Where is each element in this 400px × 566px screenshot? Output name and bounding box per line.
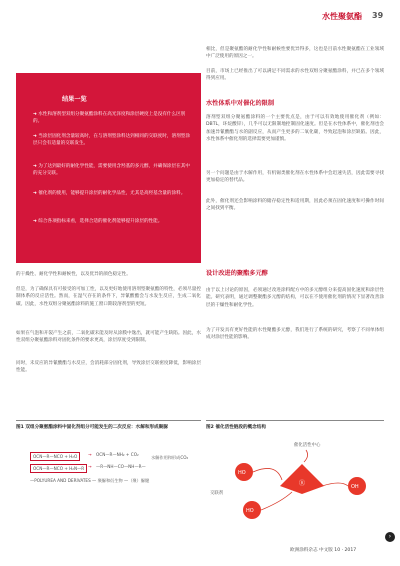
figure2-caption: 图2 催化活性链段的概念结构 xyxy=(206,425,266,430)
summary-title: 结果一览 xyxy=(62,96,87,103)
reaction-eq3: —POLYUREA AND DERIVATES — 聚脲和衍生物 —（聚）脲键 xyxy=(30,478,150,483)
right-paragraph: 另一个问题是由于水解作用，有机锡类催化剂在水性体系中会迅速失活，因此需要寻找更加稳定的替代品。 xyxy=(206,171,384,184)
right-paragraph: 溶剂型双组分聚氨酯涂料的一个主要优点是，由于可以有效地使用催化剂（例如：DBTL，环烷酸锌），几乎可以无限制地控制固化速度。但是在水性体系中，催化剂也会加速异氰酸酯与水的副反应，从而产生更多的二氧化碳，导致起泡和涂层缺陷。因此，水性体系中催化剂的选择需要更加谨慎。 xyxy=(206,115,384,143)
summary-item: ➜ 水性和溶剂型双组分聚氨酯涂料在高光泽度和涂层硬度上是没有什么区别的。 xyxy=(33,112,186,125)
node-right-label: OH xyxy=(351,484,359,490)
summary-item: ➜ 为了达到最好的耐化学性能，需要使用含羟基的多元醇，并确保涂层在其中的充分交联。 xyxy=(33,164,190,177)
page-number: 39 xyxy=(372,11,384,20)
left-paragraph: 同时，未反应的异氰酸酯与水反应，会消耗部分固化剂，导致涂层交联密度降低，影响涂层性能。 xyxy=(16,361,201,374)
reaction-eq1-left: OCN—R—NCO + H₂O xyxy=(30,452,80,461)
left-paragraph: 的干燥性、耐化学性和耐候性，以及优异的颜色稳定性。 xyxy=(16,272,131,277)
reaction-eq1-right: OCN—R—NH₂ + CO₂ xyxy=(96,452,139,457)
figure-rule xyxy=(16,420,201,421)
right-paragraph: 此外，催化剂还会影响涂料的储存稳定性和适用期，因此必须在固化速度和可操作时间之间找到平衡。 xyxy=(206,199,384,212)
label-catalytic-center: 催化活性中心 xyxy=(294,443,321,448)
reaction-eq2-left: OCN—R—NCO + H₂N—R xyxy=(30,464,87,473)
section-heading: 水性体系中对催化的限制 xyxy=(206,100,275,107)
left-paragraph: 如果在气泡和开裂产生之前，二氧化碳未能及时从涂膜中逸出，就可能产生缺陷。因此，水性双组分聚氨酯涂料对固化条件的要求更高，涂层厚度受到限制。 xyxy=(16,331,201,344)
reaction-eq2-right: —R—NH—CO—NH—R— xyxy=(96,464,146,469)
right-paragraph: 由于以上讨论的原因，必须通过改进涂料配方中的多元醇组分来提高固化速度和涂层性能。研究表明，通过调整聚酯多元醇的结构，可以在不使用催化剂的情况下显著改善涂层的干燥性和耐化学性。 xyxy=(206,288,384,308)
reaction-arrow: → xyxy=(88,464,92,469)
right-paragraph: 目前，市场上已经推出了可以满足不同需求的水性双组分聚氨酯涂料，并已在多个领域得到应用。 xyxy=(206,69,384,82)
footer-journal: 欧洲涂料杂志 中文版 10 · 2017 xyxy=(290,548,357,553)
reaction-note: 水解作用和形成CO₂ xyxy=(151,455,189,460)
summary-item: ➜ 催化剂的使用，能够提升涂层的耐化学品性，尤其是高羟基含量的涂料。 xyxy=(33,191,186,196)
arrow-right xyxy=(322,483,348,486)
figure2-diagram xyxy=(206,432,384,527)
figure1-caption: 图1 双组分聚氨酯涂料中固化剂组分可能发生的二次反应：水解和形成聚脲 xyxy=(16,425,168,430)
left-paragraph: 但是，为了确保具有可接受的可加工性，以及更好地使用溶剂型聚氨酯的特性，必须尽量控制体系的反应活性。然而，在湿气存在的条件下，异氰酸酯会与水发生反应，生成二氧化碳。因此，水性双组分聚氨酯涂料的施工窗口期较溶剂型的更短。 xyxy=(16,287,201,307)
arrow-bottom xyxy=(261,492,292,510)
center-label: Ⓡ xyxy=(299,480,306,487)
summary-item: ➜ 综合各项指标来看，选择合适的催化剂能够提升涂层的性能。 xyxy=(33,219,163,224)
arrow-left xyxy=(253,468,282,480)
node-left-label: HO xyxy=(238,470,246,476)
right-paragraph: 相比，但是聚氨酯的耐化学性和耐候性要优异得多，这也是目前水性聚氨酯在工业领域中广泛使用的原因之一。 xyxy=(206,47,384,60)
reaction-arrow: → xyxy=(88,452,92,457)
arrow-top xyxy=(304,450,308,462)
section-heading: 设计改进的聚酯多元醇 xyxy=(206,270,268,277)
page-header xyxy=(0,0,400,30)
node-bottom-label: HO xyxy=(246,508,254,514)
figure1-reaction-scheme xyxy=(16,442,201,512)
summary-item: ➜ 当涂层固化剂含量较高时，在与溶剂型涂料达到相同的交联度时，溶剂型涂层只会有适量的交联发生。 xyxy=(33,134,190,147)
catalytic-center-shape xyxy=(280,464,324,494)
section-title: 水性聚氨酯 xyxy=(322,12,362,21)
figure-rule xyxy=(206,420,384,421)
right-paragraph: 为了开发具有更好性能的水性聚酯多元醇，我们进行了系统的研究，考察了不同单体组成对涂层性能的影响。 xyxy=(206,328,384,341)
label-crosslinker: 交联剂 xyxy=(210,491,224,496)
next-page-marker: › xyxy=(385,532,395,542)
